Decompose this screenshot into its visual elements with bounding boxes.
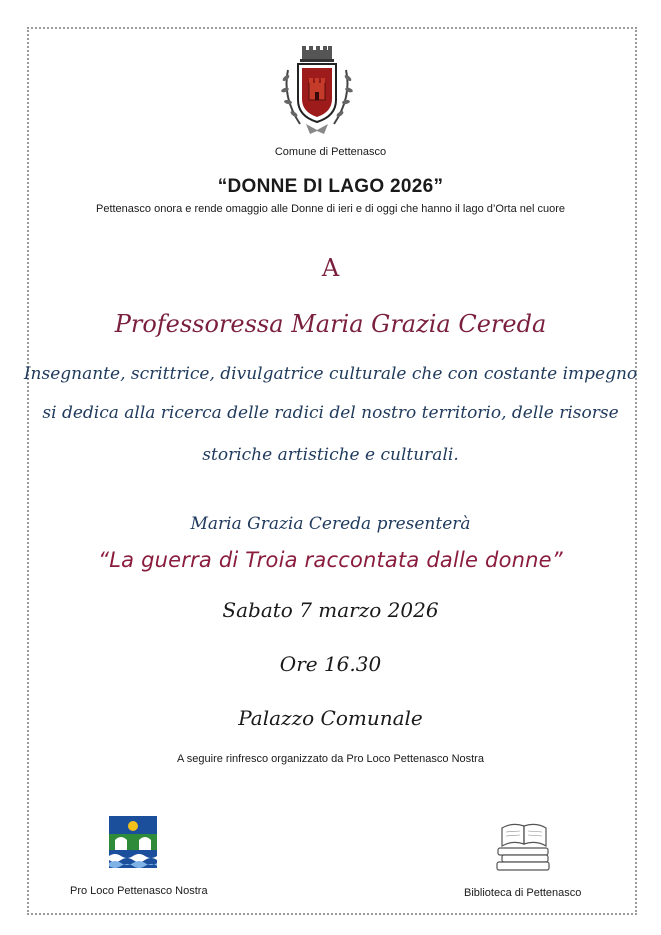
event-date: Sabato 7 marzo 2026 (222, 598, 439, 622)
dotted-border (27, 27, 637, 915)
event-subtitle: Pettenasco onora e rende omaggio alle Donne di ieri e di oggi che hanno il lago d’Orta nel cuore (95, 203, 566, 215)
municipal-coat-of-arms-icon (278, 42, 356, 142)
presenter-line: Maria Grazia Cereda presenterà (190, 514, 471, 534)
books-icon (494, 820, 554, 874)
comune-label: Comune di Pettenasco (274, 146, 387, 158)
honoree-name: Professoressa Maria Grazia Cereda (114, 310, 547, 338)
event-time: Ore 16.30 (279, 652, 382, 676)
pro-loco-logo-icon (109, 816, 157, 868)
description-line: Insegnante, scrittrice, divulgatrice culturale che con costante impegno (23, 364, 638, 384)
event-place: Palazzo Comunale (238, 706, 423, 730)
talk-title: “La guerra di Troia raccontata dalle donne” (98, 548, 563, 572)
description-line: si dedica alla ricerca delle radici del nostro territorio, delle risorse (42, 403, 619, 423)
description-line: storiche artistiche e culturali. (202, 445, 459, 465)
follow-up-note: A seguire rinfresco organizzato da Pro Loco Pettenasco Nostra (177, 753, 484, 765)
dedication-letter: A (321, 254, 340, 282)
biblioteca-label: Biblioteca di Pettenasco (464, 887, 582, 899)
pro-loco-label: Pro Loco Pettenasco Nostra (70, 885, 208, 897)
event-title: “DONNE DI LAGO 2026” (217, 176, 444, 197)
